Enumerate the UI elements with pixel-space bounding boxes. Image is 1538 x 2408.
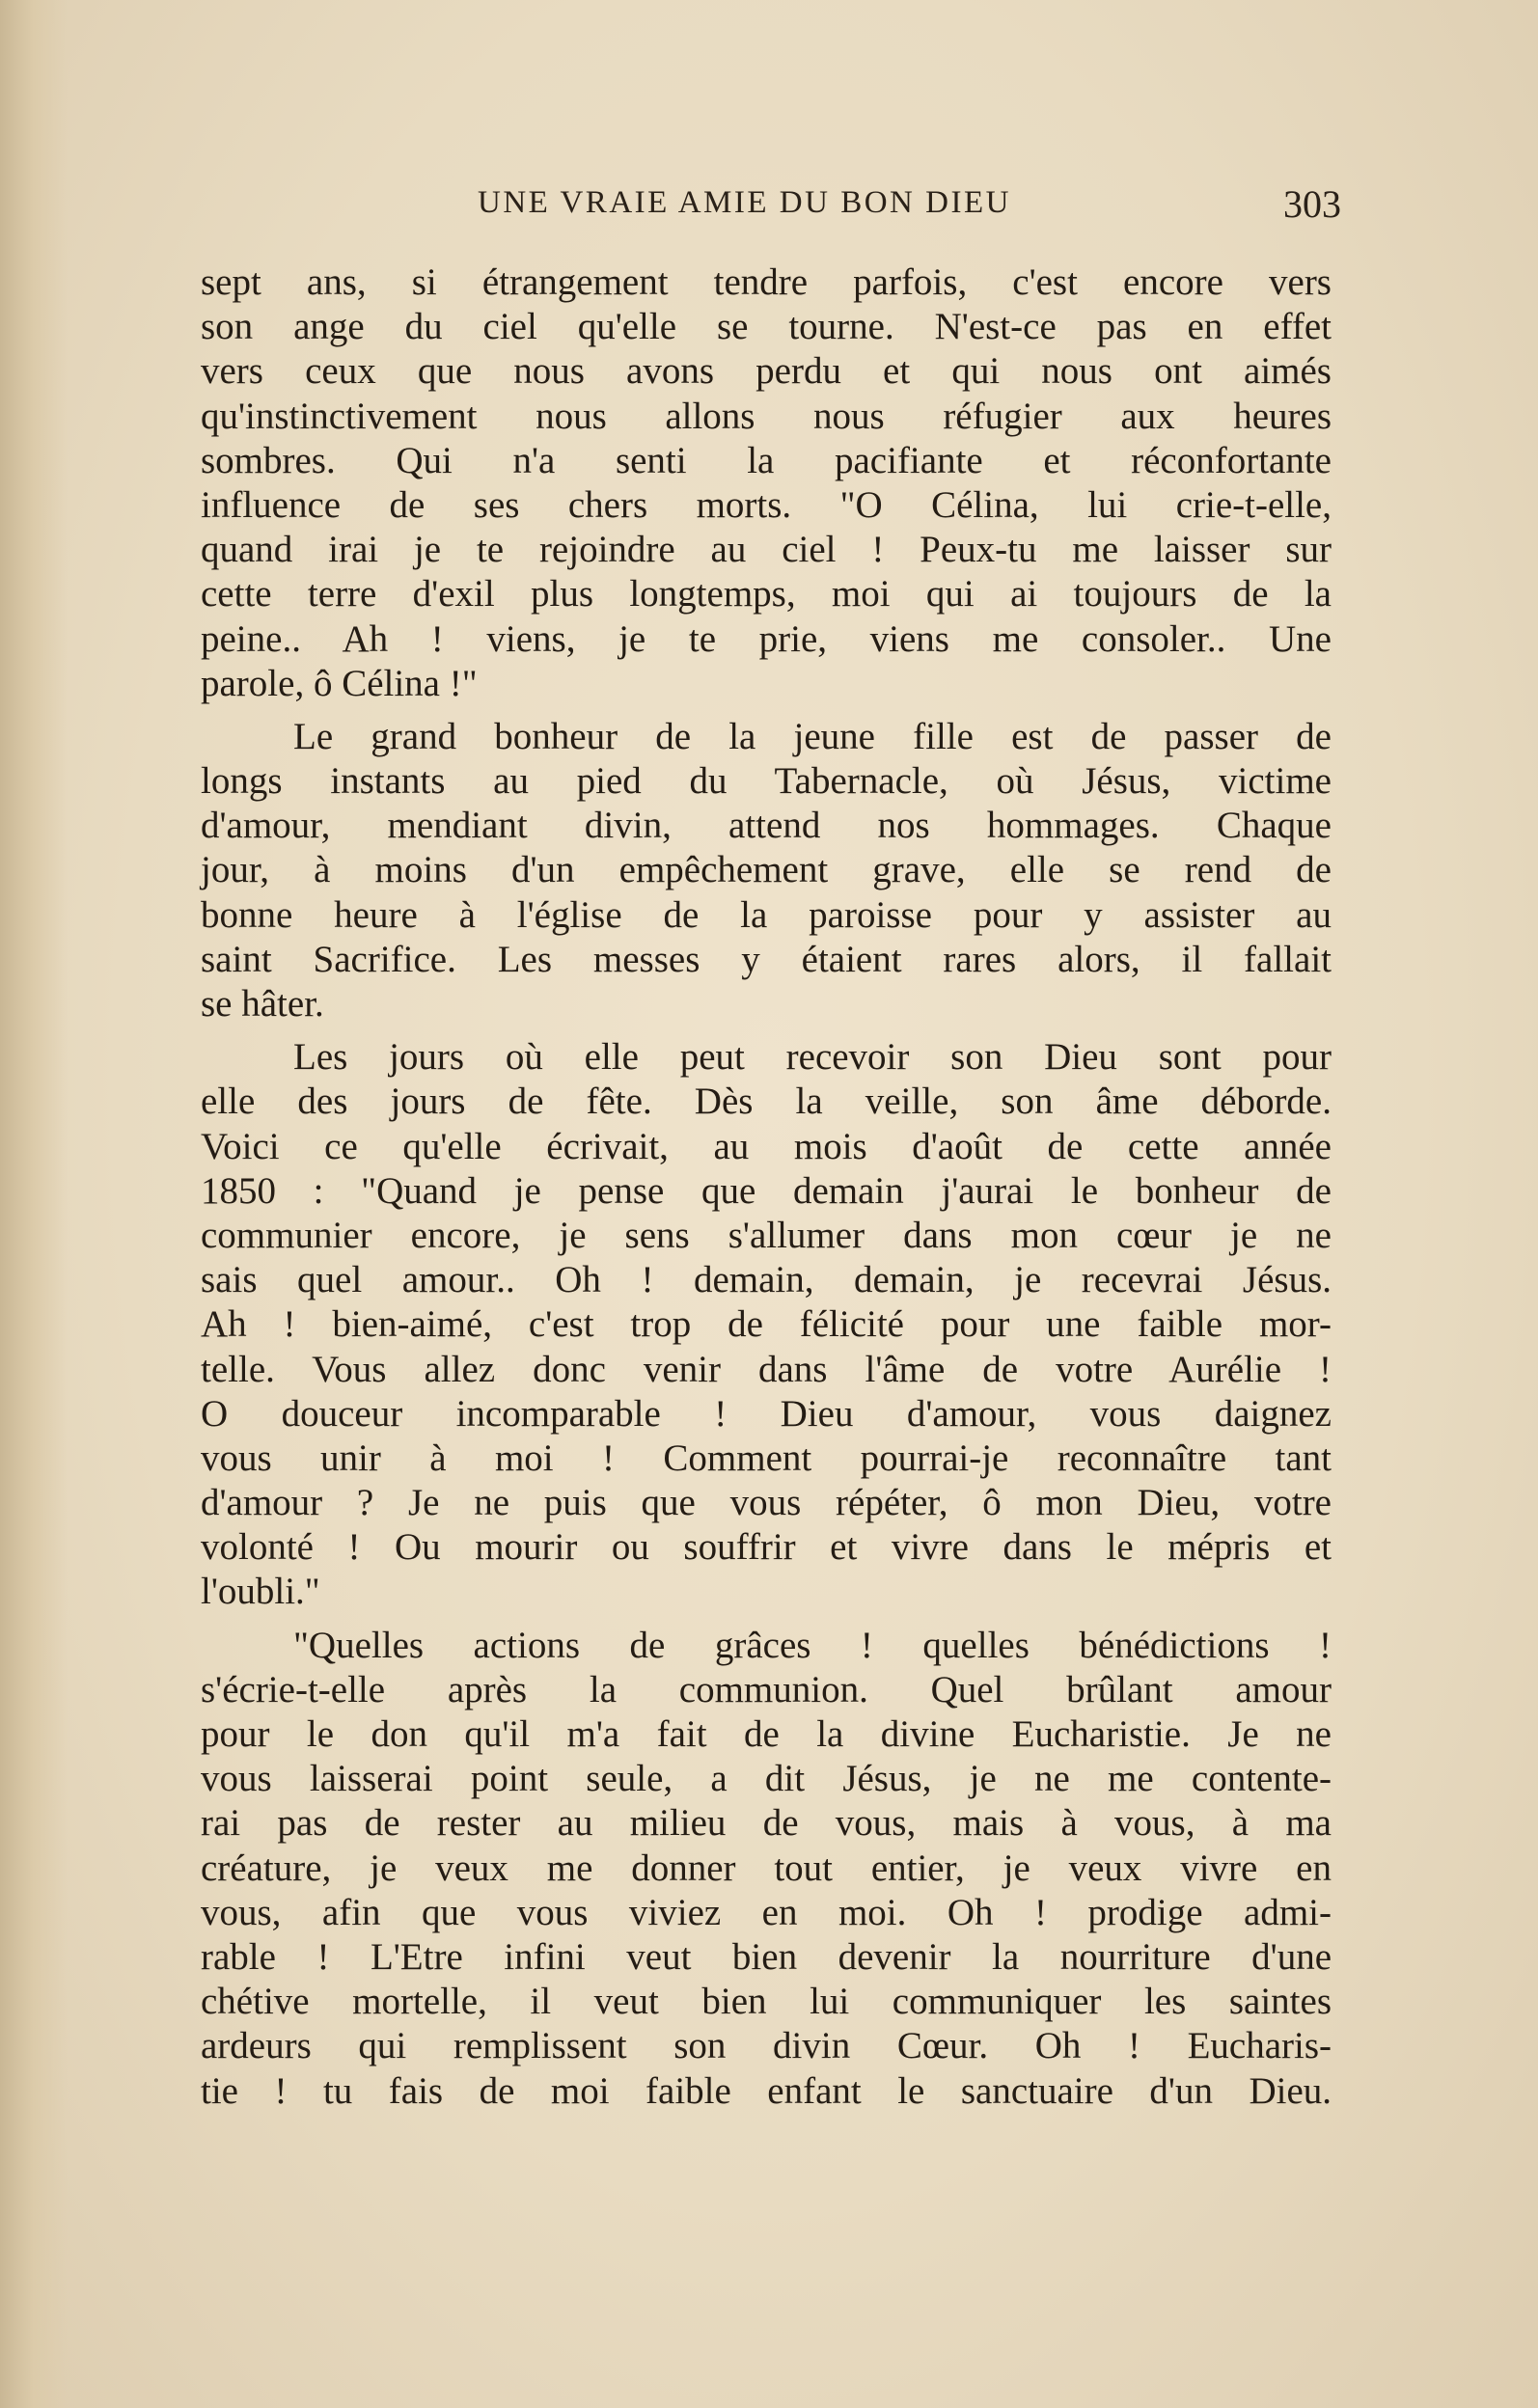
- text-line: vous, afin que vous viviez en moi. Oh ! prodige admi-: [201, 1891, 1332, 1933]
- paragraph: [201, 715, 1332, 1026]
- text-line: cette terre d'exil plus longtemps, moi qui ai toujours de la: [201, 573, 1332, 616]
- paragraph: [201, 260, 1332, 706]
- text-line: volonté ! Ou mourir ou souffrir et vivre dans le mépris et: [201, 1526, 1332, 1569]
- text-line: saint Sacrifice. Les messes y étaient rares alors, il fallait: [201, 938, 1332, 980]
- text-line: O douceur incomparable ! Dieu d'amour, vous daignez: [201, 1392, 1332, 1435]
- page-gutter-shadow: [0, 0, 68, 2408]
- text-line: bonne heure à l'église de la paroisse pour y assister au: [201, 893, 1332, 936]
- text-line: parole, ô Célina !": [201, 662, 478, 704]
- page-header: [203, 182, 1341, 233]
- text-line: se hâter.: [201, 983, 324, 1025]
- text-line: tie ! tu fais de moi faible enfant le sanctuaire d'un Dieu.: [201, 2069, 1332, 2112]
- text-line: l'oubli.": [201, 1571, 320, 1613]
- text-line: jour, à moins d'un empêchement grave, elle se rend de: [201, 849, 1332, 891]
- text-line: elle des jours de fête. Dès la veille, son âme déborde.: [201, 1081, 1332, 1123]
- body-text: [201, 260, 1332, 2114]
- text-line: "Quelles actions de grâces ! quelles bénédictions !: [293, 1624, 1332, 1666]
- text-line: Voici ce qu'elle écrivait, au mois d'août de cette année: [201, 1125, 1332, 1167]
- text-line: sais quel amour.. Oh ! demain, demain, je recevrai Jésus.: [201, 1259, 1332, 1301]
- text-line: Ah ! bien-aimé, c'est trop de félicité pour une faible mor-: [201, 1303, 1332, 1346]
- paragraph: [201, 1624, 1332, 2114]
- text-line: sombres. Qui n'a senti la pacifiante et réconfortante: [201, 439, 1332, 481]
- text-line: ardeurs qui remplissent son divin Cœur. Oh ! Eucharis-: [201, 2025, 1332, 2067]
- paragraph: [201, 1035, 1332, 1614]
- text-line: qu'instinctivement nous allons nous réfugier aux heures: [201, 395, 1332, 437]
- text-line: quand irai je te rejoindre au ciel ! Peux-tu me laisser sur: [201, 529, 1332, 571]
- text-line: peine.. Ah ! viens, je te prie, viens me consoler.. Une: [201, 617, 1332, 660]
- text-line: vers ceux que nous avons perdu et qui nous ont aimés: [201, 350, 1332, 393]
- text-line: telle. Vous allez donc venir dans l'âme de votre Aurélie !: [201, 1348, 1332, 1390]
- text-line: sept ans, si étrangement tendre parfois, c'est encore vers: [201, 261, 1332, 303]
- text-line: vous unir à moi ! Comment pourrai-je reconnaître tant: [201, 1437, 1332, 1479]
- text-line: communier encore, je sens s'allumer dans mon cœur je ne: [201, 1214, 1332, 1256]
- running-title: UNE VRAIE AMIE DU BON DIEU: [478, 185, 1011, 220]
- text-line: Les jours où elle peut recevoir son Dieu sont pour: [293, 1036, 1332, 1079]
- text-line: Le grand bonheur de la jeune fille est de passer de: [293, 715, 1332, 757]
- text-line: chétive mortelle, il veut bien lui communiquer les saintes: [201, 1981, 1332, 2023]
- text-line: influence de ses chers morts. "O Célina, lui crie-t-elle,: [201, 483, 1332, 526]
- text-line: 1850 : "Quand je pense que demain j'aurai le bonheur de: [201, 1169, 1332, 1212]
- text-line: d'amour, mendiant divin, attend nos hommages. Chaque: [201, 805, 1332, 847]
- text-line: rable ! L'Etre infini veut bien devenir la nourriture d'une: [201, 1935, 1332, 1978]
- text-line: longs instants au pied du Tabernacle, où Jésus, victime: [201, 760, 1332, 803]
- page-number: 303: [1283, 182, 1341, 226]
- text-line: pour le don qu'il m'a fait de la divine Eucharistie. Je ne: [201, 1713, 1332, 1755]
- text-line: d'amour ? Je ne puis que vous répéter, ô mon Dieu, votre: [201, 1482, 1332, 1524]
- text-line: rai pas de rester au milieu de vous, mais à vous, à ma: [201, 1802, 1332, 1845]
- text-line: s'écrie-t-elle après la communion. Quel brûlant amour: [201, 1668, 1332, 1710]
- text-line: vous laisserai point seule, a dit Jésus, je ne me contente-: [201, 1758, 1332, 1800]
- text-line: créature, je veux me donner tout entier, je veux vivre en: [201, 1847, 1332, 1889]
- text-line: son ange du ciel qu'elle se tourne. N'est-ce pas en effet: [201, 306, 1332, 348]
